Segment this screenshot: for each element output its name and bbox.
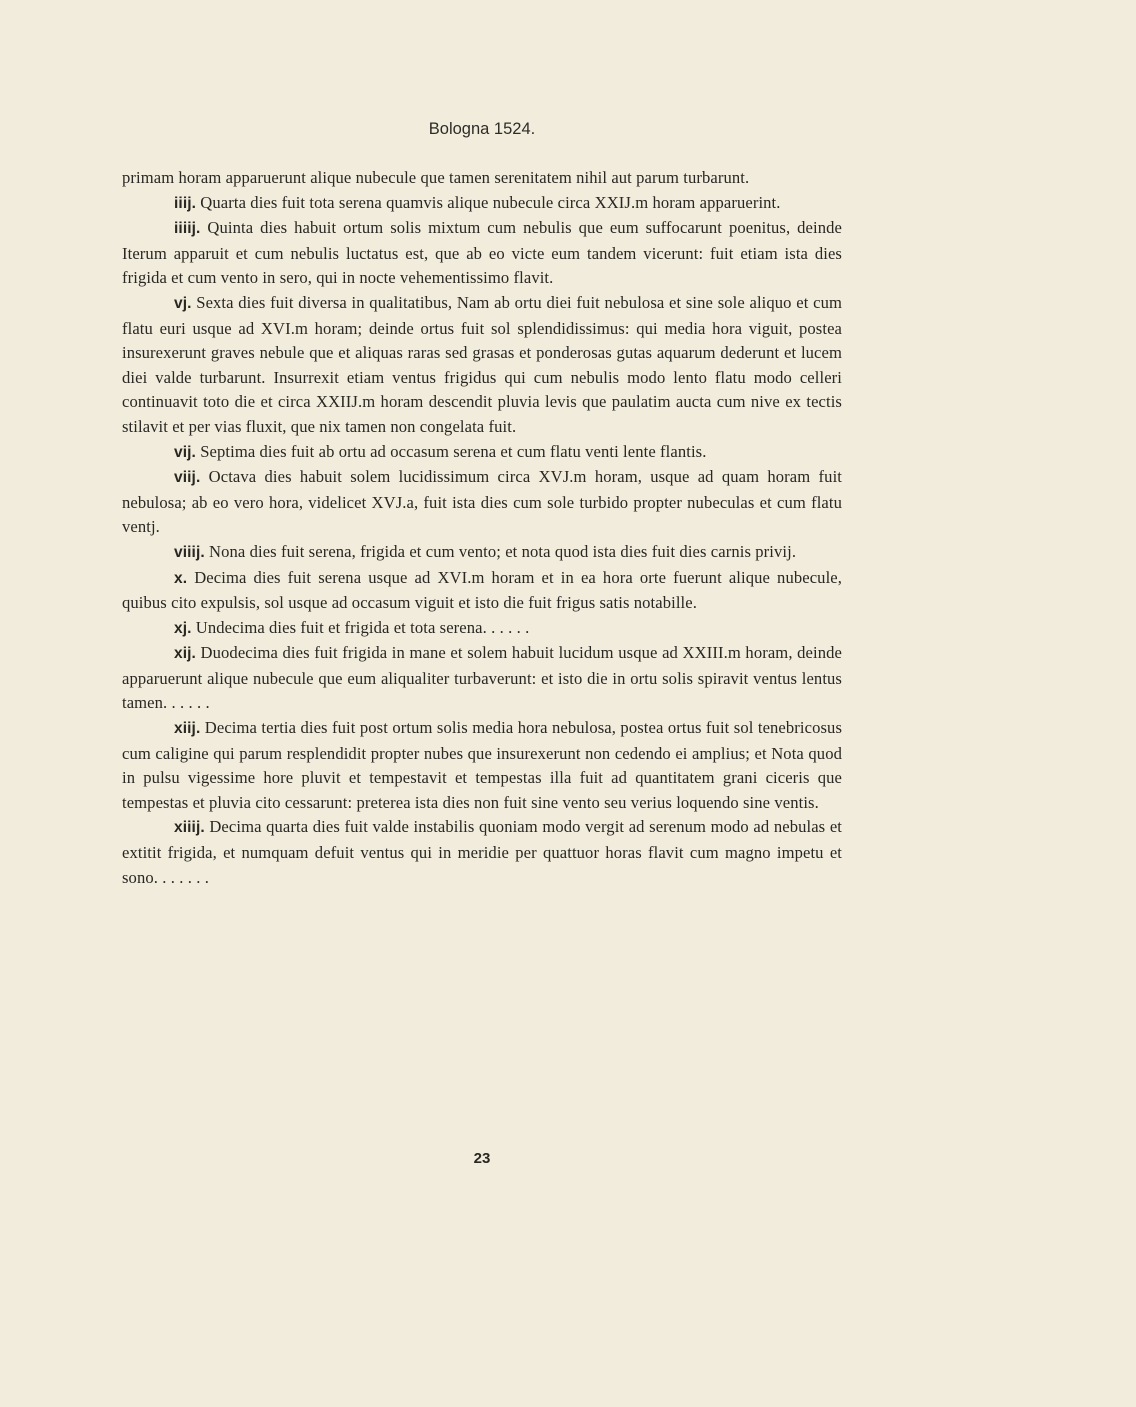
entry-day-9 [122, 540, 842, 566]
entry-text: Septima dies fuit ab ortu ad occasum serena et cum flatu venti lente flantis. [200, 441, 707, 461]
entry-day-8 [122, 465, 842, 540]
entry-day-14 [122, 815, 842, 890]
entry-day-5 [122, 216, 842, 291]
page [122, 118, 843, 1167]
entry-text: Nona dies fuit serena, frigida et cum vento; et nota quod ista dies fuit dies carnis privij. [209, 541, 797, 561]
page-number: 23 [473, 1150, 491, 1167]
entry-numeral: x. [174, 569, 188, 587]
entry-continuation [122, 166, 842, 191]
entry-numeral: viij. [174, 469, 201, 487]
entry-text: Decima tertia dies fuit post ortum solis media hora nebulosa, postea ortus fuit sol tenebricosus cum caligine qui parum resplendidit propter nubes que insurexerunt non cedendo ei amplius; et Nota quod in pulsu vigessime hore pluvit et tempestavit et tempestas illa fuit ad quantitatem grani ciceris que tempestas et pluvia cito cessarunt: preterea ista dies non fuit sine vento seu verius loquendo sine ventis. [122, 718, 843, 812]
entry-day-11 [122, 616, 842, 642]
entry-numeral: viiij. [174, 543, 205, 561]
entry-text: Sexta dies fuit diversa in qualitatibus, Nam ab ortu diei fuit nebulosa et sine sole aliquo et cum flatu euri usque ad XVI.m horam; deinde ortus fuit sol splendidissimus: qui media hora viguit, postea insurexerunt graves nebule que et aliquas raras sed grasas et ponderosas gutas aquarum dederunt et lucem diei valde turbarunt. Insurrexit etiam ventus frigidus qui cum nebulis modo lento flatu modo celleri continuavit toto die et circa XXIIJ.m horam descendit pluvia levis que paulatim aucta cum nive ex tectis stilavit et per vias fluxit, que nix tamen non congelata fuit. [122, 292, 842, 436]
entry-numeral: xiiij. [174, 819, 205, 837]
entry-numeral: xj. [174, 619, 192, 637]
entry-day-4 [122, 191, 842, 217]
entry-text: Decima quarta dies fuit valde instabilis quoniam modo vergit ad serenum modo ad nebulas et extitit frigida, et numquam defuit ventus qui in meridie per quattuor horas flavit cum magno impetu et sono. . . . . . . [122, 817, 842, 887]
entry-numeral: vj. [174, 294, 192, 312]
entry-text: Duodecima dies fuit frigida in mane et solem habuit lucidum usque ad XXIII.m horam, deinde apparuerunt alique nubecule que eum aliqualiter turbaverunt: et isto die in ortu solis spiravit ventus lentus tamen. . . . . . [122, 643, 842, 713]
entry-numeral: iiij. [174, 194, 197, 212]
entry-text: Undecima dies fuit et frigida et tota serena. . . . . . [195, 617, 530, 637]
entry-numeral: xij. [174, 645, 196, 663]
entry-text: Decima dies fuit serena usque ad XVI.m horam et in ea hora orte fuerunt alique nubecule, quibus cito expulsis, sol usque ad occasum viguit et isto die fuit frigus satis notabille. [122, 567, 842, 613]
body-text [122, 166, 842, 890]
entry-day-13 [122, 716, 842, 815]
entry-day-10 [122, 566, 842, 616]
entry-numeral: iiiij. [174, 220, 201, 238]
entry-numeral: vij. [174, 443, 196, 461]
entry-text: Quinta dies habuit ortum solis mixtum cum nebulis que eum suffocarunt poenitus, deinde Iterum apparuit et cum nebulis luctatus est, que ab eo victe eum tandem vicerunt: fuit etiam ista dies frigida et cum vento in sero, qui in nocte vehementissimo flavit. [122, 218, 842, 288]
entry-day-12 [122, 641, 842, 716]
running-head: Bologna 1524. [428, 120, 536, 138]
entry-numeral: xiij. [174, 720, 201, 738]
entry-day-6 [122, 291, 842, 440]
entry-text: primam horam apparuerunt alique nubecule que tamen serenitatem nihil aut parum turbarunt. [122, 168, 750, 187]
entry-day-7 [122, 440, 842, 466]
entry-text: Octava dies habuit solem lucidissimum circa XVJ.m horam, usque ad quam horam fuit nebulosa; ab eo vero hora, videlicet XVJ.a, fuit ista dies cum sole turbido propter nubeculas et cum flatu ventj. [122, 467, 842, 537]
entry-text: Quarta dies fuit tota serena quamvis alique nubecule circa XXIJ.m horam apparuerint. [200, 192, 781, 212]
